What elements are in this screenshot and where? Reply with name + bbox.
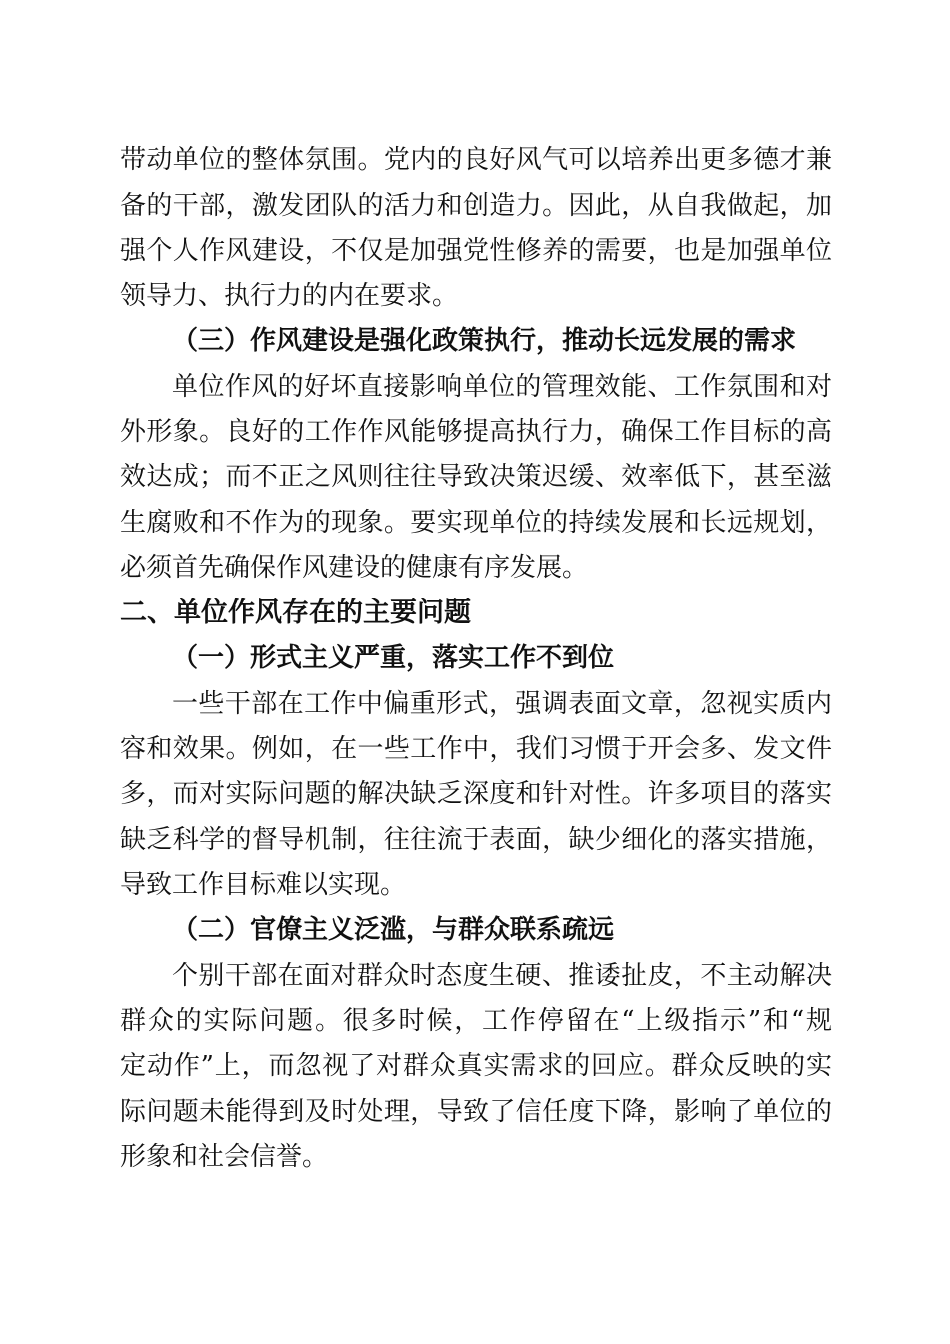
paragraph-line: 缺乏科学的督导机制，往往流于表面，缺少细化的落实措施， bbox=[120, 825, 832, 855]
section-subheading: （一）形式主义严重，落实工作不到位 bbox=[172, 643, 615, 673]
paragraph-line: 单位作风的好坏直接影响单位的管理效能、工作氛围和对 bbox=[172, 372, 832, 402]
paragraph-line: 效达成；而不正之风则往往导致决策迟缓、效率低下，甚至滋 bbox=[120, 462, 832, 492]
paragraph-line: 定动作”上，而忽视了对群众真实需求的回应。群众反映的实 bbox=[120, 1051, 832, 1081]
paragraph-line: 领导力、执行力的内在要求。 bbox=[120, 281, 459, 311]
paragraph-line: 多，而对实际问题的解决缺乏深度和针对性。许多项目的落实 bbox=[120, 779, 832, 809]
paragraph-line: 个别干部在面对群众时态度生硬、推诿扯皮，不主动解决 bbox=[172, 961, 832, 991]
paragraph-line: 带动单位的整体氛围。党内的良好风气可以培养出更多德才兼 bbox=[120, 145, 832, 175]
paragraph-line: 备的干部，激发团队的活力和创造力。因此，从自我做起，加 bbox=[120, 191, 832, 221]
paragraph-line: 群众的实际问题。很多时候，工作停留在“上级指示”和“规 bbox=[120, 1006, 832, 1036]
paragraph-line: 一些干部在工作中偏重形式，强调表面文章，忽视实质内 bbox=[172, 689, 832, 719]
paragraph-line: 外形象。良好的工作作风能够提高执行力，确保工作目标的高 bbox=[120, 417, 832, 447]
section-subheading: （二）官僚主义泛滥，与群众联系疏远 bbox=[172, 915, 615, 945]
paragraph-line: 强个人作风建设，不仅是加强党性修养的需要，也是加强单位 bbox=[120, 236, 832, 266]
paragraph-line: 导致工作目标难以实现。 bbox=[120, 870, 407, 900]
paragraph-line: 形象和社会信誉。 bbox=[120, 1142, 329, 1172]
paragraph-line: 际问题未能得到及时处理，导致了信任度下降，影响了单位的 bbox=[120, 1097, 832, 1127]
paragraph-line: 生腐败和不作为的现象。要实现单位的持续发展和长远规划， bbox=[120, 508, 832, 538]
paragraph-line: 必须首先确保作风建设的健康有序发展。 bbox=[120, 553, 589, 583]
paragraph-line: 容和效果。例如，在一些工作中，我们习惯于开会多、发文件 bbox=[120, 734, 832, 764]
section-subheading: （三）作风建设是强化政策执行，推动长远发展的需求 bbox=[172, 326, 797, 356]
section-heading: 二、单位作风存在的主要问题 bbox=[120, 598, 471, 628]
